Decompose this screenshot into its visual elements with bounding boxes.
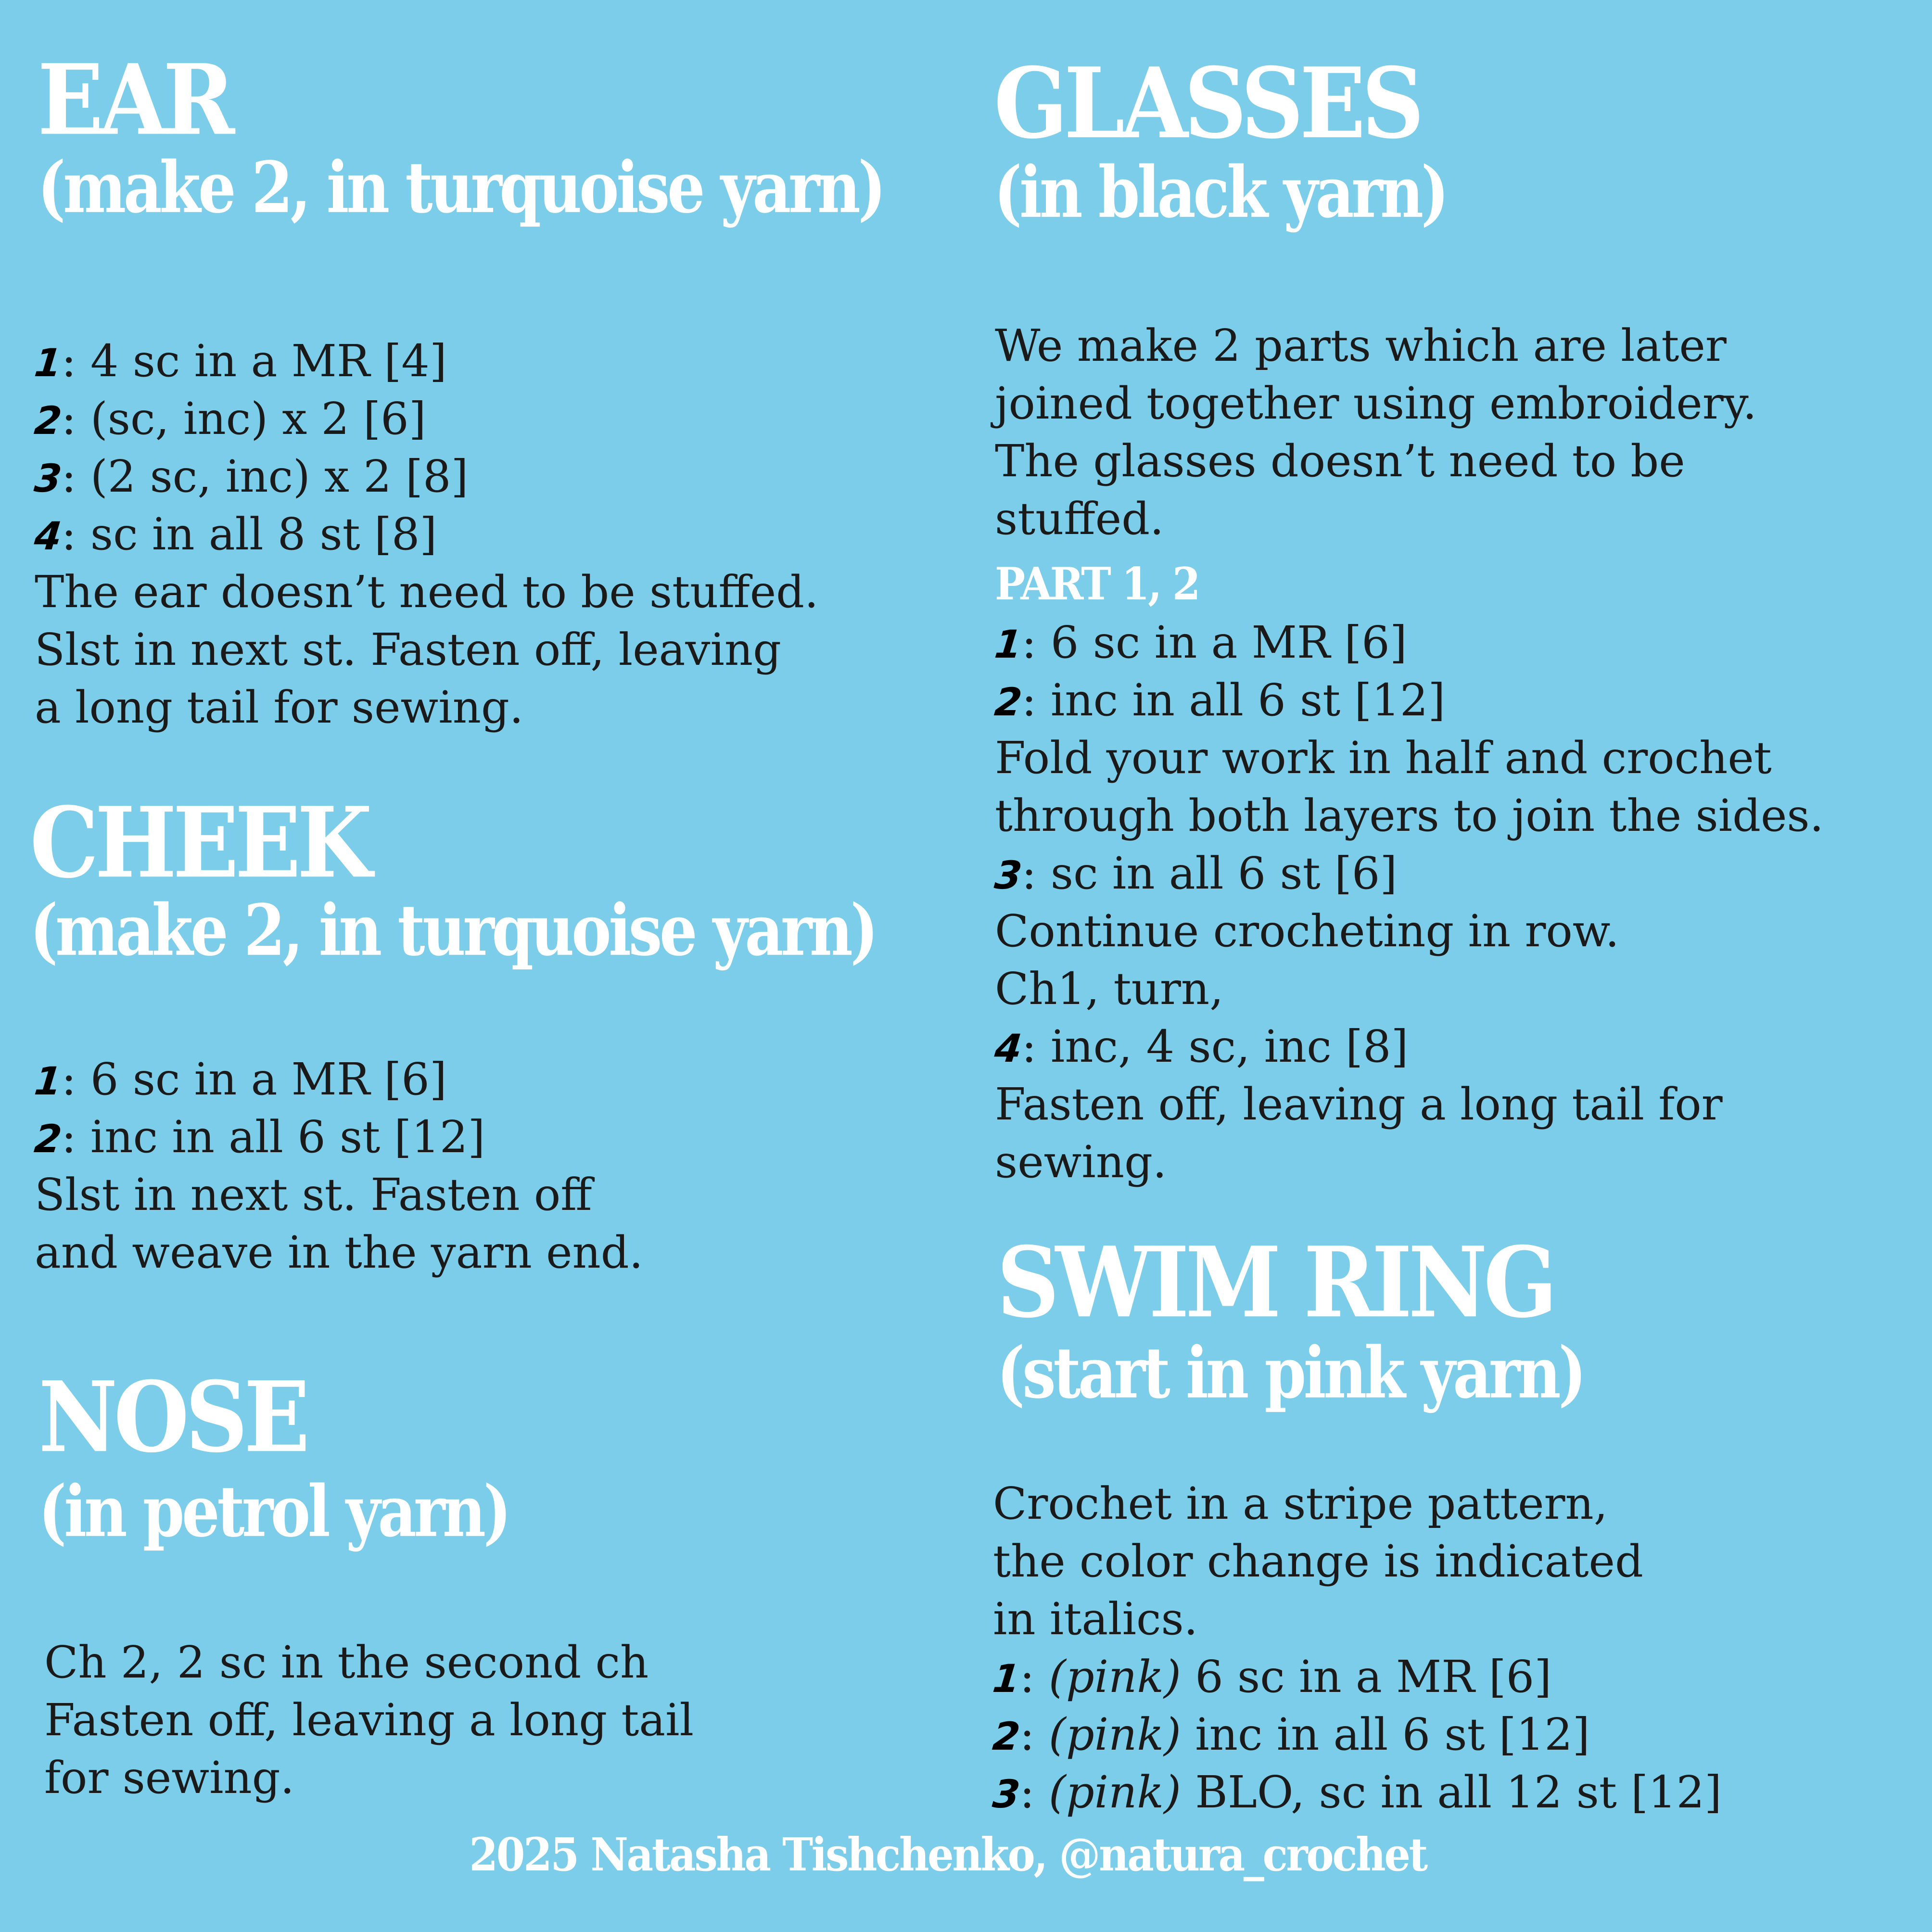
ear-subtitle: (make 2, in turquoise yarn): [38, 147, 884, 229]
glasses-fold-note: Fold your work in half and crochet: [995, 732, 1772, 784]
ear-instructions: [32, 332, 819, 737]
color-tag: (pink): [1048, 1651, 1182, 1703]
swim-ring-instructions: [993, 1475, 1722, 1821]
glasses-instructions: [992, 614, 1824, 1191]
round-number: 1: [991, 1656, 1022, 1701]
swim-ring-round-1: 1: (pink) 6 sc in a MR [6]: [993, 1648, 1722, 1706]
ear-note: Slst in next st. Fasten off, leaving: [35, 624, 782, 675]
copyright-footer: 2025 Natasha Tishchenko, @natura_crochet: [469, 1828, 1426, 1882]
round-number: 1: [992, 622, 1024, 667]
ear-round-4: [32, 506, 818, 563]
ear-note: The ear doesn’t need to be stuffed.: [35, 566, 819, 618]
round-text: : sc in all 8 st [8]: [61, 508, 437, 560]
cheek-note: Slst in next st. Fasten off: [35, 1169, 592, 1220]
glasses-subtitle: (in black yarn): [994, 152, 1447, 234]
round-text: BLO, sc in all 12 st [12]: [1181, 1767, 1722, 1818]
round-number: 3: [32, 456, 64, 501]
swim-ring-intro-line: Crochet in a stripe pattern,: [993, 1478, 1608, 1529]
swim-ring-intro-line: in italics.: [993, 1593, 1198, 1645]
glasses-intro: [995, 317, 1757, 548]
glasses-round-1: [992, 614, 1824, 672]
round-number: 2: [32, 1117, 64, 1161]
swim-ring-subtitle: (start in pink yarn): [997, 1332, 1584, 1415]
round-text: : sc in all 6 st [6]: [1021, 848, 1398, 899]
glasses-intro-line: We make 2 parts which are later: [995, 320, 1727, 371]
glasses-fold-note: through both layers to join the sides.: [995, 790, 1824, 841]
round-text: : inc, 4 sc, inc [8]: [1021, 1021, 1409, 1072]
round-text: : 6 sc in a MR [6]: [1021, 617, 1407, 668]
glasses-intro-line: stuffed.: [995, 493, 1164, 545]
round-text: : inc in all 6 st [12]: [1021, 674, 1446, 726]
glasses-part-label: PART 1, 2: [995, 558, 1199, 610]
cheek-instructions: [32, 1051, 643, 1282]
round-text: : 4 sc in a MR [4]: [61, 335, 447, 387]
glasses-round-4: [992, 1018, 1824, 1076]
round-text: : (sc, inc) x 2 [6]: [61, 393, 426, 445]
nose-note: Ch 2, 2 sc in the second ch: [44, 1637, 649, 1688]
ear-title: EAR: [38, 43, 231, 157]
swim-ring-round-3: 3: (pink) BLO, sc in all 12 st [12]: [993, 1764, 1722, 1821]
round-number: 1: [32, 341, 64, 385]
round-number: 4: [32, 514, 64, 559]
glasses-intro-line: The glasses doesn’t need to be: [995, 435, 1685, 487]
round-number: 2: [32, 398, 64, 443]
ear-round-2: [32, 390, 818, 448]
glasses-intro-line: joined together using embroidery.: [995, 378, 1757, 429]
glasses-title: GLASSES: [994, 47, 1421, 161]
swim-ring-intro-line: the color change is indicated: [993, 1536, 1643, 1587]
cheek-title: CHEEK: [30, 786, 369, 900]
nose-note: for sewing.: [44, 1752, 294, 1804]
round-text: inc in all 6 st [12]: [1181, 1709, 1590, 1760]
round-text: 6 sc in a MR [6]: [1181, 1651, 1552, 1703]
round-number: 2: [991, 1714, 1022, 1759]
cheek-note: and weave in the yarn end.: [35, 1227, 643, 1278]
swim-ring-title: SWIM RING: [997, 1226, 1554, 1340]
round-number: 4: [992, 1026, 1024, 1071]
nose-instructions: [44, 1634, 694, 1807]
nose-title: NOSE: [38, 1360, 306, 1474]
ear-note: a long tail for sewing.: [35, 682, 524, 733]
round-text: : inc in all 6 st [12]: [61, 1111, 485, 1163]
glasses-end-note: Fasten off, leaving a long tail for: [995, 1079, 1723, 1130]
ear-round-1: [32, 332, 818, 390]
nose-note: Fasten off, leaving a long tail: [44, 1694, 694, 1746]
swim-ring-round-2: 2: (pink) inc in all 6 st [12]: [993, 1706, 1722, 1764]
round-number: 2: [992, 680, 1024, 724]
round-text: : 6 sc in a MR [6]: [61, 1054, 447, 1105]
round-number: 1: [32, 1059, 64, 1104]
glasses-end-note: sewing.: [995, 1136, 1167, 1188]
ear-round-3: [32, 448, 818, 506]
glasses-continue-note: Ch1, turn,: [995, 963, 1224, 1015]
color-tag: (pink): [1048, 1767, 1182, 1818]
round-number: 3: [992, 853, 1024, 898]
round-text: : (2 sc, inc) x 2 [8]: [61, 451, 469, 502]
cheek-round-2: [32, 1108, 643, 1166]
nose-subtitle: (in petrol yarn): [38, 1471, 509, 1553]
glasses-round-2: [992, 672, 1824, 729]
glasses-continue-note: Continue crocheting in row.: [995, 905, 1619, 957]
round-number: 3: [991, 1772, 1022, 1817]
cheek-subtitle: (make 2, in turquoise yarn): [30, 890, 876, 972]
cheek-round-1: [32, 1051, 643, 1108]
color-tag: (pink): [1048, 1709, 1182, 1760]
glasses-round-3: [992, 845, 1824, 902]
